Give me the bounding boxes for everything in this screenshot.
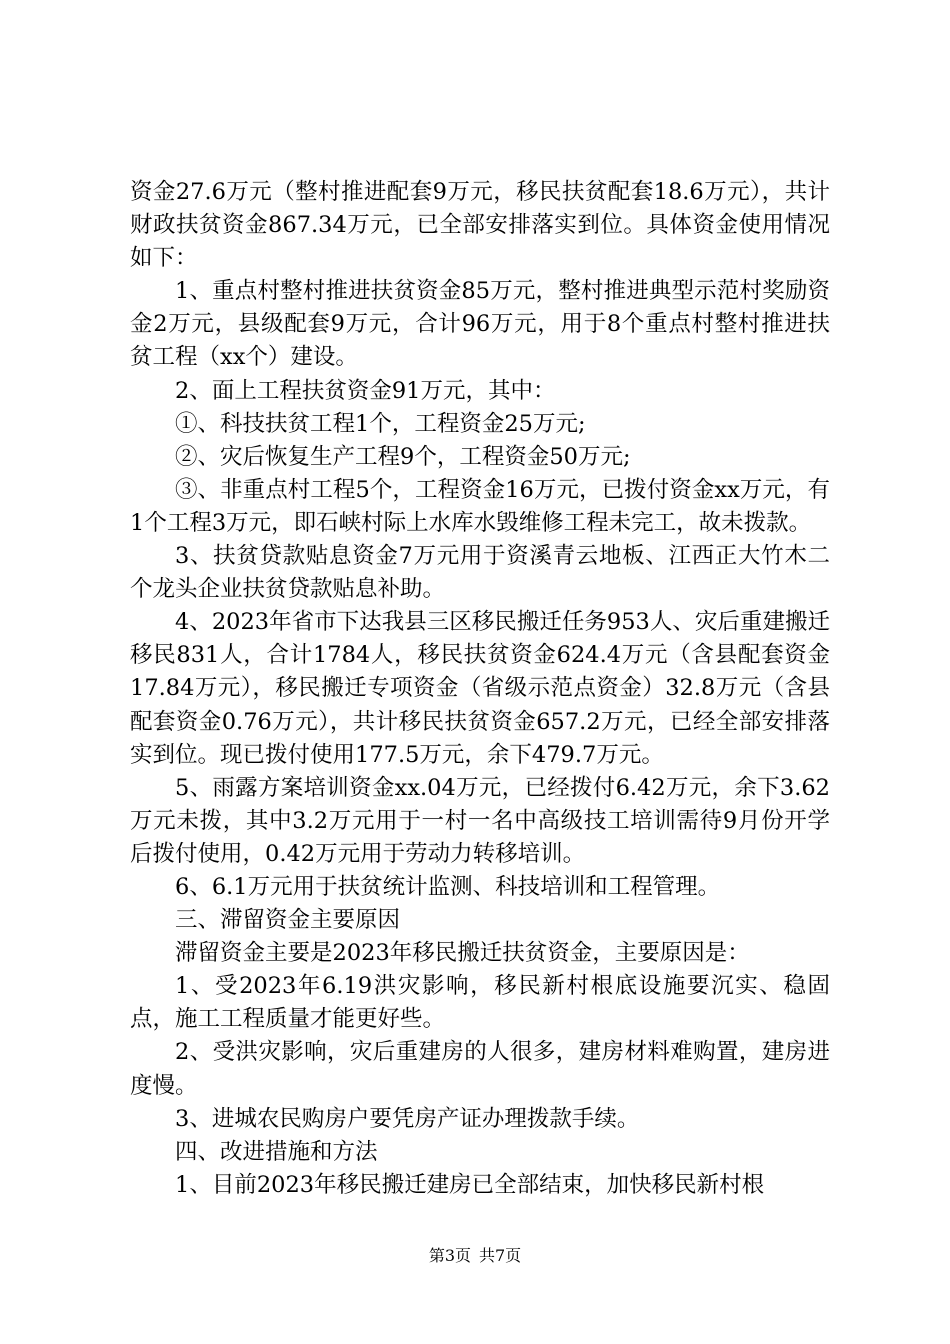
paragraph-9: 6、6.1万元用于扶贫统计监测、科技培训和工程管理。 (175, 873, 721, 900)
page-number: 第3页 (428, 1246, 471, 1265)
paragraph-7: 4、2023年省市下达我县三区移民搬迁任务953人、灾后重建搬迁移民831人，合计1784人，移民扶贫资金624.4万元（含县配套资金17.84万元），移民搬迁专项资金（省级示范点资金）32.8万元（含县配套资金0.76万元），共计移民扶贫资金657.2万元，已经全部安排落实到位。现已拨付使用177.5万元，余下479.7万元。 (130, 609, 830, 768)
paragraph-8: 5、雨露方案培训资金xx.04万元，已经拨付6.42万元，余下3.62万元未拨，其中3.2万元用于一村一名中高级技工培训需待9月份开学后拨付使用，0.42万元用于劳动力转移培训。 (130, 774, 830, 867)
paragraph-13: 2、受洪灾影响，灾后重建房的人很多，建房材料难购置，建房进度慢。 (130, 1039, 830, 1099)
paragraph-14: 3、进城农民购房户要凭房产证办理拨款手续。 (175, 1105, 640, 1132)
paragraph-16: 1、目前2023年移民搬迁建房已全部结束，加快移民新村根 (175, 1171, 765, 1198)
page-footer (0, 1246, 950, 1266)
section-heading-3: 三、滞留资金主要原因 (175, 907, 401, 934)
page-total: 共7页 (479, 1246, 522, 1265)
paragraph-5: ③、非重点村工程5个，工程资金16万元，已拨付资金xx万元，有1个工程3万元，即石峡村际上水库水毁维修工程未完工，故未拨款。 (130, 476, 830, 536)
paragraph-11: 滞留资金主要是2023年移民搬迁扶贫资金，主要原因是： (175, 940, 750, 967)
paragraph-2: 2、面上工程扶贫资金91万元，其中： (175, 377, 556, 404)
paragraph-1: 1、重点村整村推进扶贫资金85万元，整村推进典型示范村奖励资金2万元，县级配套9万元，合计96万元，用于8个重点村整村推进扶贫工程（xx个）建设。 (130, 278, 830, 371)
paragraph-0: 资金27.6万元（整村推进配套9万元，移民扶贫配套18.6万元），共计财政扶贫资金867.34万元，已全部安排落实到位。具体资金使用情况如下： (130, 179, 830, 272)
section-heading-4: 四、改进措施和方法 (175, 1138, 378, 1165)
paragraph-4: ②、灾后恢复生产工程9个，工程资金50万元; (175, 443, 631, 470)
paragraph-12: 1、受2023年6.19洪灾影响，移民新村根底设施要沉实、稳固点，施工工程质量才能更好些。 (130, 973, 830, 1033)
document-body (130, 176, 830, 1202)
paragraph-6: 3、扶贫贷款贴息资金7万元用于资溪青云地板、江西正大竹木二个龙头企业扶贫贷款贴息补助。 (130, 543, 830, 603)
paragraph-3: ①、科技扶贫工程1个，工程资金25万元; (175, 410, 586, 437)
